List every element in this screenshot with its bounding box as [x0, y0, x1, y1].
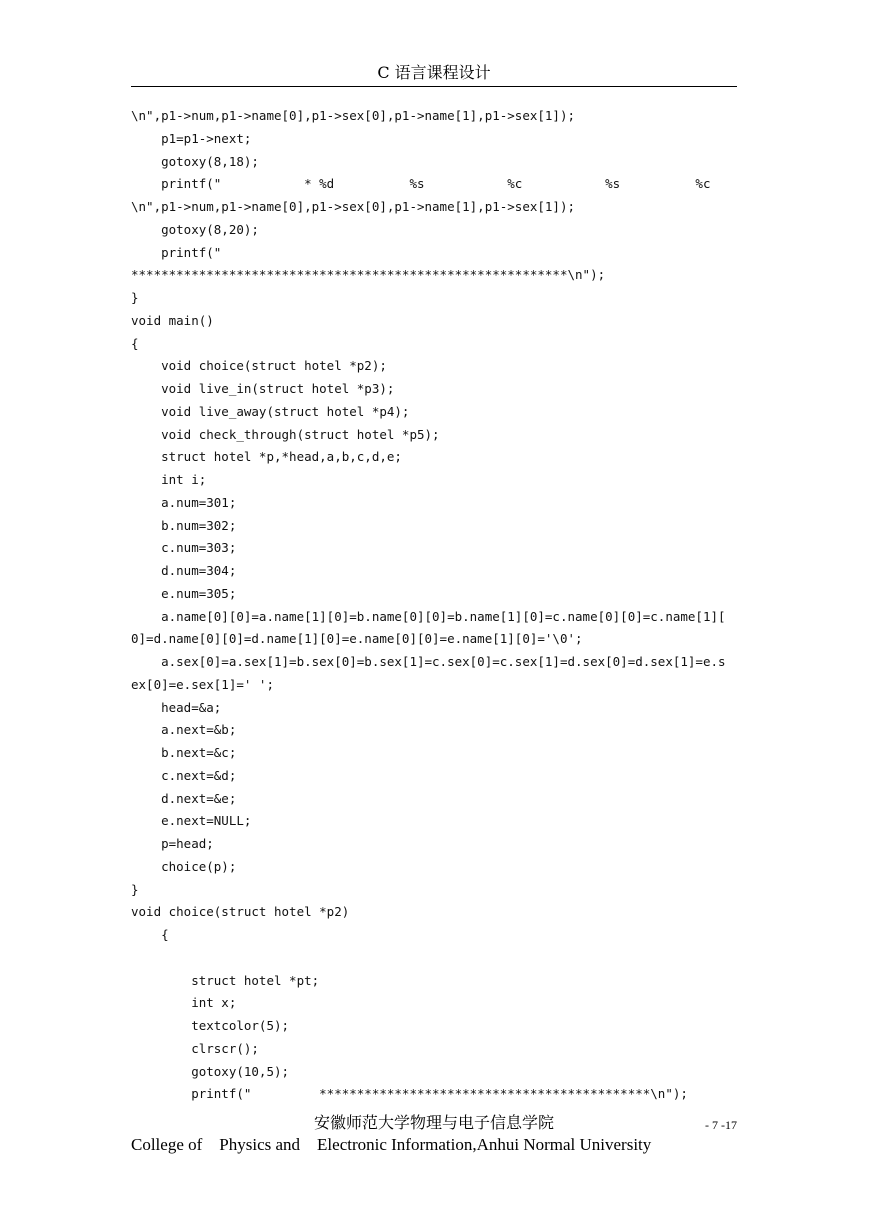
code-line: 0]=d.name[0][0]=d.name[1][0]=e.name[0][0]=e.name[1][0]='\0';	[131, 631, 583, 647]
code-line: void live_in(struct hotel *p3);	[131, 381, 395, 396]
code-line: textcolor(5);	[131, 1018, 290, 1033]
code-line: void choice(struct hotel *p2);	[131, 358, 387, 374]
code-line: {	[131, 927, 169, 942]
code-line: void live_away(struct hotel *p4);	[131, 403, 410, 419]
code-line: clrscr();	[131, 1040, 259, 1056]
code-line: void check_through(struct hotel *p5);	[131, 426, 440, 442]
code-line: int i;	[131, 472, 207, 487]
header-rule	[131, 86, 737, 87]
page-number: - 7 -17	[705, 1118, 737, 1132]
code-line: b.num=302;	[131, 517, 237, 533]
code-line: int x;	[131, 995, 237, 1011]
code-line: head=&a;	[131, 699, 222, 715]
code-line: printf("	[131, 244, 222, 260]
code-line: {	[131, 335, 139, 351]
code-line: void main()	[131, 312, 214, 328]
code-line: choice(p);	[131, 858, 237, 874]
code-line: }	[131, 290, 139, 305]
code-line: struct hotel *p,*head,a,b,c,d,e;	[131, 449, 402, 465]
code-line: ex[0]=e.sex[1]=' ';	[131, 676, 274, 692]
code-line: a.next=&b;	[131, 722, 237, 738]
code-line: printf(" ********************************************\n");	[131, 1086, 688, 1102]
code-line: c.next=&d;	[131, 767, 237, 783]
page-header-title: C 语言课程设计	[377, 63, 491, 82]
code-line: printf(" * %d %s %c %s %c	[131, 176, 711, 192]
code-line: a.name[0][0]=a.name[1][0]=b.name[0][0]=b.name[1][0]=c.name[0][0]=c.name[1][	[131, 608, 726, 624]
code-line: \n",p1->num,p1->name[0],p1->sex[0],p1->name[1],p1->sex[1]);	[131, 199, 576, 214]
code-line: d.num=304;	[131, 563, 237, 578]
code-line: c.num=303;	[131, 540, 237, 556]
code-line: b.next=&c;	[131, 745, 237, 760]
code-line: a.num=301;	[131, 494, 237, 510]
code-line: e.next=NULL;	[131, 813, 252, 829]
code-line: gotoxy(10,5);	[131, 1063, 290, 1079]
code-line: p1=p1->next;	[131, 130, 252, 146]
code-line: }	[131, 881, 139, 897]
code-line: gotoxy(8,20);	[131, 221, 259, 237]
code-line: a.sex[0]=a.sex[1]=b.sex[0]=b.sex[1]=c.sex[0]=c.sex[1]=d.sex[0]=d.sex[1]=e.s	[131, 654, 726, 669]
footer-institution-cn: 安徽师范大学物理与电子信息学院	[313, 1113, 554, 1132]
code-line: p=head;	[131, 836, 214, 851]
footer-institution-en: College of Physics and Electronic Information,Anhui Normal University	[131, 1135, 652, 1154]
code-line: gotoxy(8,18);	[131, 153, 259, 169]
code-line: struct hotel *pt;	[131, 972, 320, 988]
code-line: d.next=&e;	[131, 790, 237, 806]
code-line: \n",p1->num,p1->name[0],p1->sex[0],p1->name[1],p1->sex[1]);	[131, 108, 576, 123]
code-line: **********************************************************\n");	[131, 267, 606, 283]
code-line: e.num=305;	[131, 585, 237, 601]
code-line: void choice(struct hotel *p2)	[131, 904, 350, 920]
